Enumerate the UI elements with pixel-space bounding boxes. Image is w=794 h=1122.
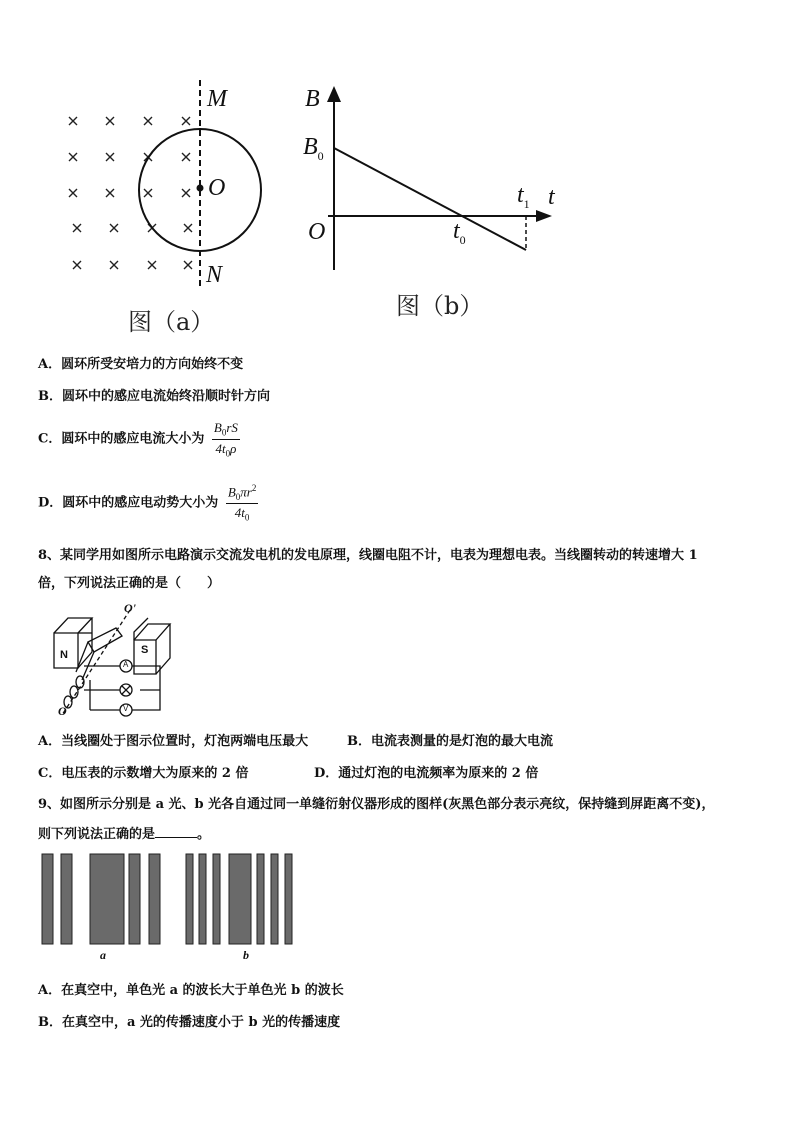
fringe-b-7 [285, 854, 292, 944]
generator-figure [50, 600, 180, 725]
fringe-b-5 [257, 854, 264, 944]
fringe-b-center [229, 854, 251, 944]
q8-option-c: C．电压表的示数增大为原来的 2 倍 [38, 766, 249, 781]
fringe-b-2 [199, 854, 206, 944]
q9-option-b: B．在真空中，a 光的传播速度小于 b 光的传播速度 [38, 1015, 341, 1030]
b-t-line [334, 148, 526, 250]
pattern-label-a: a [100, 948, 106, 962]
q7-option-c [38, 420, 240, 458]
caption-a: 图（a） [128, 308, 215, 336]
generator-label-O-top: O' [124, 601, 136, 615]
q7-option-c-fraction: $\frac{B_0rS}{4t_0\rho}$ [213, 420, 238, 459]
q9-stem-line-2: 则下列说法正确的是 。 [38, 827, 211, 842]
fringe-a-1 [42, 854, 53, 944]
q7-option-a: A．圆环所受安培力的方向始终不变 [38, 357, 244, 372]
generator-label-O-bottom: O [58, 704, 67, 718]
q8-option-d: D．通过灯泡的电流频率为原来的 2 倍 [314, 766, 539, 781]
q7-option-c-text: C．圆环中的感应电流大小为 [38, 431, 205, 447]
fringe-b-1 [186, 854, 193, 944]
figure-a [55, 80, 305, 340]
center-dot [197, 185, 204, 192]
generator-label-S: S [141, 644, 149, 656]
t-axis-arrow [536, 210, 552, 222]
magnetic-field-crosses [69, 117, 192, 269]
fringe-a-center [90, 854, 124, 944]
q9-option-a: A．在真空中，单色光 a 的波长大于单色光 b 的波长 [38, 983, 344, 998]
q8-stem-line-2: 倍，下列说法正确的是（ ） [38, 576, 221, 591]
q7-option-b: B．圆环中的感应电流始终沿顺时针方向 [38, 389, 270, 404]
pattern-label-b: b [243, 948, 249, 962]
generator-label-N: N [60, 649, 68, 661]
cross-row-1 [69, 117, 190, 125]
cross-row-5 [73, 261, 192, 269]
q7-option-d [38, 483, 258, 523]
voltmeter-label: V [123, 704, 129, 713]
fringe-b-6 [271, 854, 278, 944]
q7-option-d-fraction: $\frac{B_0\pi r^2}{4t_0}$ [227, 483, 257, 523]
label-t0: $t_0$ [453, 218, 466, 247]
label-t-axis: t [548, 184, 555, 210]
cross-row-2 [69, 153, 190, 161]
fringe-b-3 [213, 854, 220, 944]
label-B0: $B_0$ [303, 134, 324, 163]
diffraction-patterns [38, 852, 308, 948]
label-O-a: O [208, 175, 226, 201]
answer-blank [155, 825, 197, 838]
caption-b: 图（b） [396, 292, 484, 320]
cross-row-3 [69, 189, 190, 197]
label-B-axis: B [305, 86, 320, 112]
q8-option-a: A．当线圈处于图示位置时，灯泡两端电压最大 [38, 734, 309, 749]
q7-option-d-text: D．圆环中的感应电动势大小为 [38, 495, 219, 511]
label-O-b: O [308, 219, 326, 245]
ammeter-label: A [123, 660, 129, 669]
label-N: N [206, 262, 223, 288]
fringe-a-4 [129, 854, 140, 944]
cross-row-4 [73, 224, 192, 232]
q8-option-b: B．电流表测量的是灯泡的最大电流 [347, 734, 553, 749]
label-M: M [207, 86, 227, 112]
figure-b [300, 80, 580, 280]
label-t1: $t_1$ [517, 182, 530, 211]
b-axis-arrow [327, 86, 341, 102]
fringe-a-2 [61, 854, 72, 944]
fringe-a-5 [149, 854, 160, 944]
q8-stem-line-1: 8、某同学用如图所示电路演示交流发电机的发电原理，线圈电阻不计，电表为理想电表。当线圈转动的转速增大 1 [38, 548, 698, 563]
q9-stem-line-1: 9、如图所示分别是 a 光、b 光各自通过同一单缝衍射仪器形成的图样(灰黑色部分表示亮纹，保持缝到屏距离不变)， [38, 797, 715, 812]
